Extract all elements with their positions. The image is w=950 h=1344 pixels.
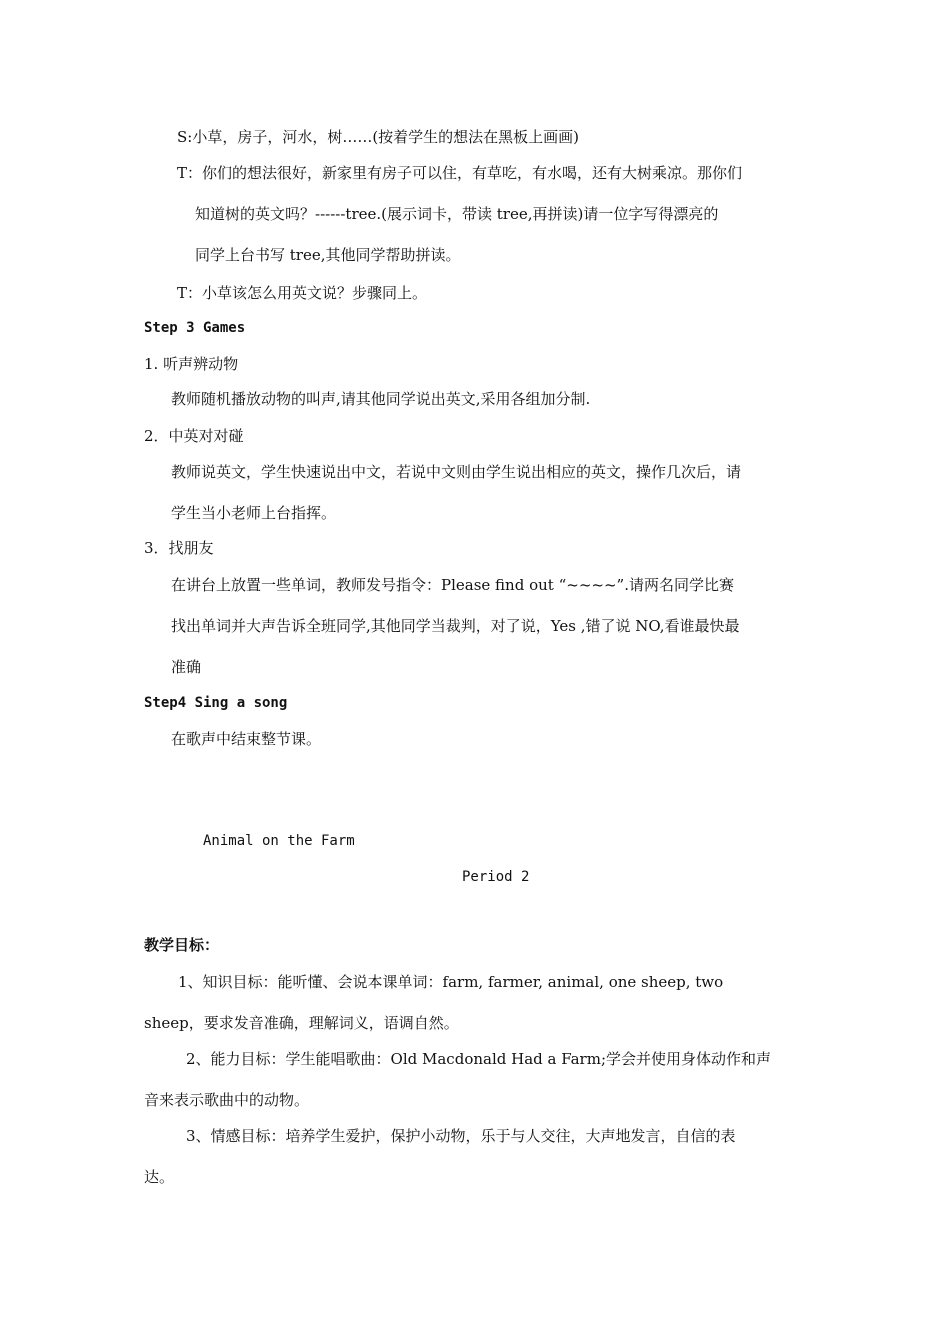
goal1-line1: 1、知识目标：能听懂、会说本课单词：farm, farmer, animal, one sheep, two bbox=[178, 973, 724, 991]
item3-body-line2: 找出单词并大声告诉全班同学,其他同学当裁判，对了说，Yes ,错了说 NO,看谁最快最 bbox=[171, 617, 740, 635]
step3-heading: Step 3 Games bbox=[144, 320, 246, 336]
item3-body-line1: 在讲台上放置一些单词，教师发号指令：Please find out “~~~~”.请两名同学比赛 bbox=[171, 576, 734, 594]
goal3-line2: 达。 bbox=[144, 1168, 175, 1186]
goals-heading: 教学目标： bbox=[144, 936, 220, 954]
item1-title: 1. 听声辨动物 bbox=[144, 355, 239, 373]
lesson-title: Animal on the Farm bbox=[203, 833, 355, 849]
period-label: Period 2 bbox=[462, 869, 530, 885]
item3-title: 3．找朋友 bbox=[144, 539, 214, 557]
item2-title: 2．中英对对碰 bbox=[144, 427, 244, 445]
goal2-line1: 2、能力目标：学生能唱歌曲：Old Macdonald Had a Farm;学会并使用身体动作和声 bbox=[186, 1050, 772, 1068]
teacher-grass-line: T：小草该怎么用英文说？步骤同上。 bbox=[177, 284, 428, 302]
goal2-line2: 音来表示歌曲中的动物。 bbox=[144, 1091, 310, 1109]
step4-heading: Step4 Sing a song bbox=[144, 695, 288, 711]
item2-body-line2: 学生当小老师上台指挥。 bbox=[171, 504, 337, 522]
goal3-line1: 3、情感目标：培养学生爱护，保护小动物，乐于与人交往，大声地发言，自信的表 bbox=[186, 1127, 736, 1145]
teacher-line-3: 同学上台书写 tree,其他同学帮助拼读。 bbox=[195, 246, 461, 264]
item1-body: 教师随机播放动物的叫声,请其他同学说出英文,采用各组加分制. bbox=[171, 390, 591, 408]
student-answer-line: S:小草，房子，河水，树……(按着学生的想法在黑板上画画) bbox=[177, 128, 580, 146]
step4-body: 在歌声中结束整节课。 bbox=[171, 730, 322, 748]
teacher-line-1: T：你们的想法很好，新家里有房子可以住，有草吃，有水喝，还有大树乘凉。那你们 bbox=[177, 164, 743, 182]
teacher-line-2: 知道树的英文吗？------tree.(展示词卡，带读 tree,再拼读)请一位字写得漂亮的 bbox=[195, 205, 719, 223]
goal1-line2: sheep，要求发音准确，理解词义，语调自然。 bbox=[144, 1014, 459, 1032]
item2-body-line1: 教师说英文，学生快速说出中文，若说中文则由学生说出相应的英文，操作几次后，请 bbox=[171, 463, 742, 481]
item3-body-line3: 准确 bbox=[171, 658, 202, 676]
